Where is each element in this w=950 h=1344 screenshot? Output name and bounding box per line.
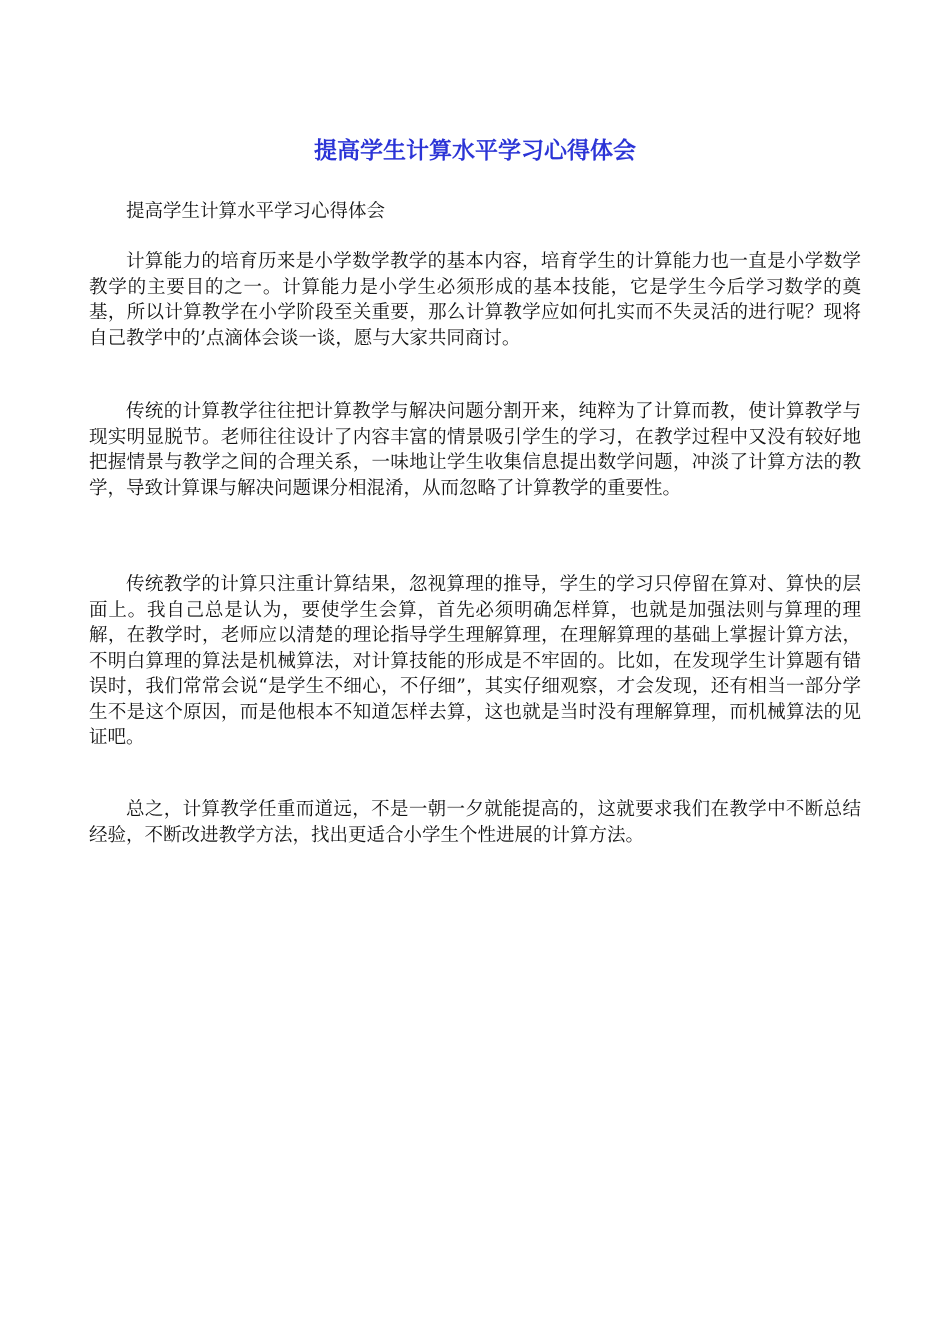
paragraph-4: 总之，计算教学任重而道远，不是一朝一夕就能提高的，这就要求我们在教学中不断总结经验，不断改进教学方法，找出更适合小学生个性进展的计算方法。 (89, 799, 861, 846)
paragraph-3: 传统教学的计算只注重计算结果，忽视算理的推导，学生的学习只停留在算对、算快的层面上。我自己总是认为，要使学生会算，首先必须明确怎样算，也就是加强法则与算理的理解，在教学时，老师应以清楚的理论指导学生理解算理，在理解算理的基础上掌握计算方法，不明白算理的算法是机械算法，对计算技能的形成是不牢固的。比如，在发现学生计算题有错误时，我们常常会说“是学生不细心，不仔细”，其实仔细观察，才会发现，还有相当一部分学生不是这个原因，而是他根本不知道怎样去算，这也就是当时没有理解算理，而机械算法的见证吧。 (89, 574, 861, 748)
document-subtitle: 提高学生计算水平学习心得体会 (126, 201, 386, 222)
paragraph-2: 传统的计算教学往往把计算教学与解决问题分割开来，纯粹为了计算而教，使计算教学与现实明显脱节。老师往往设计了内容丰富的情景吸引学生的学习，在教学过程中又没有较好地把握情景与教学之间的合理关系，一味地让学生收集信息提出数学问题，冲淡了计算方法的教学，导致计算课与解决问题课分相混淆，从而忽略了计算教学的重要性。 (89, 401, 861, 499)
paragraph-1: 计算能力的培育历来是小学数学教学的基本内容，培育学生的计算能力也一直是小学数学教学的主要目的之一。计算能力是小学生必须形成的基本技能，它是学生今后学习数学的奠基，所以计算教学在小学阶段至关重要，那么计算教学应如何扎实而不失灵活的进行呢？现将自己教学中的’点滴体会谈一谈，愿与大家共同商讨。 (89, 251, 861, 349)
document-title: 提高学生计算水平学习心得体会 (314, 138, 636, 164)
